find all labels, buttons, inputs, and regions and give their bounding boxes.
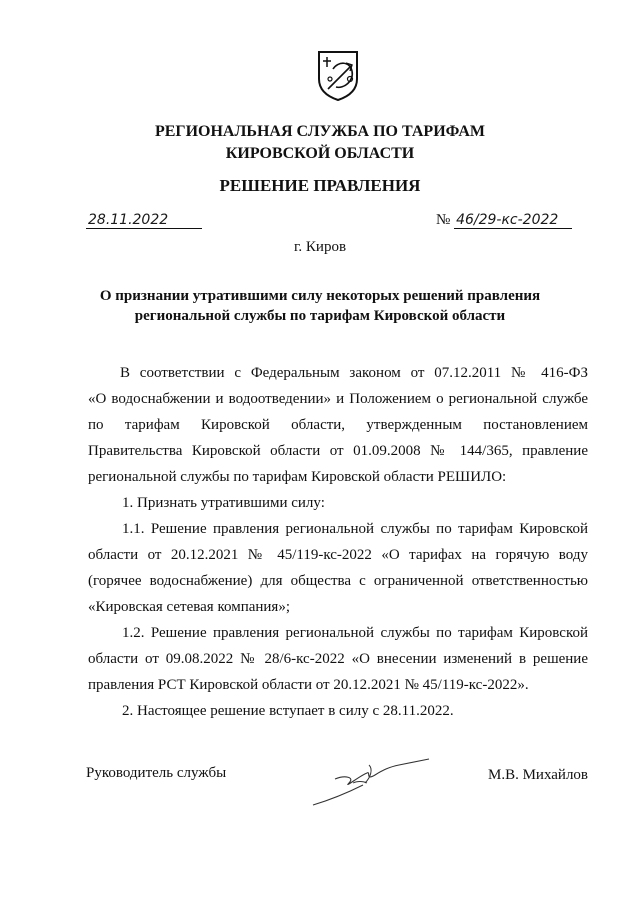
subject-line1: О признании утратившими силу некоторых решений правления — [99, 288, 541, 304]
document-title: РЕШЕНИЕ ПРАВЛЕНИЯ — [219, 176, 421, 195]
signer-position: Руководитель службы — [86, 765, 227, 781]
kirov-coat-of-arms-icon — [316, 49, 360, 101]
item-1-1-line: «Кировская сетевая компания»; — [88, 599, 290, 615]
org-name-line1: РЕГИОНАЛЬНАЯ СЛУЖБА ПО ТАРИФАМ — [154, 123, 486, 140]
city: г. Киров — [293, 239, 347, 255]
para1-line: по тарифам Кировской области, утвержденным постановлением — [88, 417, 588, 433]
subject-line2: региональной службы по тарифам Кировской области — [134, 308, 506, 324]
number-handwritten: 46/29-кс-2022 — [454, 212, 572, 229]
para1-line: региональной службы по тарифам Кировской области РЕШИЛО: — [88, 469, 507, 485]
org-name-line2: КИРОВСКОЙ ОБЛАСТИ — [225, 145, 415, 162]
date-handwritten: 28.11.2022 — [86, 212, 202, 229]
handwritten-signature — [305, 755, 445, 810]
item-1: 1. Признать утратившими силу: — [122, 495, 325, 511]
item-1-1-line: 1.1. Решение правления региональной службы по тарифам Кировской — [122, 521, 588, 537]
item-2: 2. Настоящее решение вступает в силу с 28.11.2022. — [122, 703, 454, 719]
decision-date — [86, 212, 202, 229]
decision-number — [436, 212, 572, 229]
item-1-2-line: правления РСТ Кировской области от 20.12.2021 № 45/119-кс-2022». — [88, 677, 529, 693]
number-sign: № — [436, 212, 451, 228]
para1-line: В соответствии с Федеральным законом от 07.12.2011 № 416-ФЗ — [120, 365, 588, 381]
item-1-2-line: области от 09.08.2022 № 28/6-кс-2022 «О внесении изменений в решение — [88, 651, 588, 667]
para1-line: Правительства Кировской области от 01.09.2008 № 144/365, правление — [88, 443, 588, 459]
signer-name: М.В. Михайлов — [488, 767, 589, 783]
item-1-1-line: (горячее водоснабжение) для общества с ограниченной ответственностью — [88, 573, 588, 589]
item-1-1-line: области от 20.12.2021 № 45/119-кс-2022 «О тарифах на горячую воду — [88, 547, 588, 563]
item-1-2-line: 1.2. Решение правления региональной службы по тарифам Кировской — [122, 625, 588, 641]
para1-line: «О водоснабжении и водоотведении» и Положением о региональной службе — [88, 391, 588, 407]
